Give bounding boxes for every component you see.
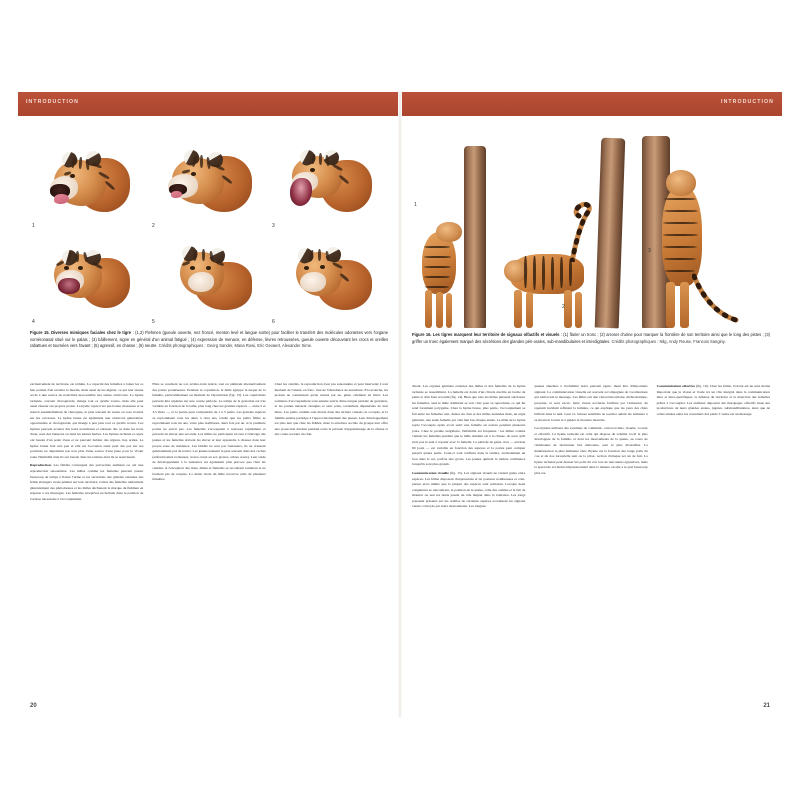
text-column-r3 <box>657 384 770 717</box>
paragraph-text: Les félidés convergent des poivacétus animaux ou ont une reproduction saisonnière. Les mâles comme les femelles peuvent passer beaucoup de temps à flairer l'urine et les sécrétions des glandes cutanées des félins étrangers avant pénétré sur leur territoire. Celles des femelles renferment généralement des phéromones et les mâles déchiarent la marque du flehmen en réponse à ces messages. Les femelles réceptives ne herbent dans la position de l'ordose nécessaire à l'accouplement. <box>30 463 144 501</box>
tiger-head-photo-5 <box>166 246 252 312</box>
photo-number-4: 4 <box>32 319 35 325</box>
paragraph <box>275 382 388 438</box>
tiger-photo-1 <box>418 208 474 328</box>
paragraph <box>152 382 265 483</box>
paragraph-text: (fig. 16). Chez les félins, l'odorat est un sens moins important que la vision et l'ouïe n'a un rôle intégral dans la communication inter et intra-spécifiques, la défense du territoire et la détection des femelles prêtes à l'accoupler. Les animaux déposent des marquages olfactifs issus des productions de leurs glandes anales, jugales, submandibulaires, ainsi que de celles situées entre les coussinets des pieds. L'urine est un message <box>656 384 770 416</box>
photo-number-5: 5 <box>152 319 155 325</box>
text-column-r1 <box>412 384 525 717</box>
figure-16-title: Les tigres marquent leur territoire de signaux olfactifs et visuels <box>432 332 560 337</box>
paragraph <box>30 382 143 460</box>
tiger-tail-down <box>692 270 740 328</box>
photo-cell-4 <box>30 232 148 326</box>
tiger-head-photo-2 <box>166 150 252 216</box>
photo-number-6: 6 <box>272 319 275 325</box>
photo-cell-6 <box>270 232 388 326</box>
photo-cell-5 <box>150 232 268 326</box>
paragraph-lead: Communication olfactive <box>656 384 695 388</box>
figure-15-id: Figure 15. <box>30 330 50 335</box>
tiger-photo-2 <box>504 218 610 328</box>
paragraph-lead: Communication visuelle <box>412 470 449 475</box>
body-columns-left <box>30 382 388 717</box>
tiger-photo-3 <box>652 140 742 328</box>
figure-15-credits: Crédits photographiques : Georg Sander, Mana Rowi, Eric Gevaert, Alexander Sime. <box>158 343 313 349</box>
body-columns-right <box>412 384 770 717</box>
figure-15-photos <box>30 136 388 326</box>
tiger-head-photo-1 <box>46 150 132 216</box>
paragraph-lead: Reproduction. <box>30 463 52 468</box>
paragraph-text: exclusivement de territoire, est réduite. La capacité des femelles à loiner les os leur permet d'en extraire la moelle, mais aussi de les digérer, ce qui leur donne accès à une source de nourriture inaccessible aux autres carnivores. La hyène tachetée, couvent charognarde, mange tout ce qu'elle trouve, mais elle peut aussi chasser ses propres proies. La hyène rayée n'est pas bonne chasseuse et se nourrit essentiellement de charognes, le plus souvent de restes ou ossa trouvés sur les carcasses. La hyène brune est également une carnivore généraliste, opportuniste et charognarde, qui mange à peu près tout ce qu'elle trouve. Les hyènes peuvent écouler des leurs nourritures et entasser des os dans les trous d'eau, sous des buissons ou dans les hautes herbes. Les hyènes tachetée et rayée ont besoin d'un point d'eau et ne peuvent habiter des régions trop arides. La hyène brune boit très peu et elle est l'occasion aussi peut des pas sur ses positions ne dépendant pas non plus d'une source d'eau juste pour le vivant toute l'humidité dont ils ont besoin dans les tarières dont ils se nourrissent. <box>30 382 144 459</box>
paragraph-text: queues annelées à l'extrémité noire peuvent égale- ment être d'importants signaux. La communication visuelle est souvent accompagnée de vocalisations qui renforcent le message. Les félins ont une vision binoculaire, dichromatique, perçante, et sont excel- lente vision nocturne facilitée par l'existence du tapetum lucidum reflétant la lumière, ce qui explique que les yeux des chats brillent dans la nuit. Leur vi- brisses sensibles au toucher aident les animaux à se mouvoir la nuit et à guider la morsure mortelle. <box>534 384 648 422</box>
running-head-band-left <box>18 92 400 116</box>
paragraph-text: Elles se couchent au sol, arrière-train relevé, tout en piétinant alternativement des pattes postérieures. Pendant la copulation, le mâle agrippe la nuque de la femelle, particulièrement au moment de l'éjaculation (fig. 13). Les copulations peuvent être répétées sur une courte période. Le temps de la gestation est très variable en fonction de la taille, plus long chez les grandes espèces — entre 2 et 3,5 mois —, et la portée peut comprendre de 1 à 5 petits. Les grandes espèces se reproduisent tous les deux à cinq ans, tandis que les petits félins se reproduisent tous les ans, voire plus nombreux, deux fois par an, si la première portée ne survit pas. Les femelles s'accouplent à nouveau rapidement et peuvent en élever une seconde. Les mâles ne participent en rien à l'élevage des jeunes et les femelles doivent les élever et leur apprendre à chasser dans leur propre zone de résidence. Les félidés ne sont pas fouisseurs, ils ne creusent généralement pas de terrier. Les jeunes naissent le plus souvent dans des caches (anfractuosités rocheuses, troncs creux au sol, grottes, arbres creux). Leur stade de développement à la naissance est également plus précoce que chez les canidés. À l'exception des lions, mâles et femelles se recontrent rarement et ne forment pas de couples. La durée vitale du mâle recouvre celle de plusieurs femelles. <box>152 382 266 482</box>
tiger-tail-raised <box>566 200 600 262</box>
paragraph <box>412 471 525 510</box>
paragraph <box>534 426 647 476</box>
figure-16-credits: Crédits photographiques : Nilg, Andy Rouse, Francois Sanginy. <box>611 338 726 344</box>
paragraph <box>412 384 525 468</box>
figure-15-caption <box>30 330 388 350</box>
photo-number-r3: 3 <box>648 248 651 254</box>
photo-cell-1 <box>30 136 148 230</box>
figure-16-photos <box>412 132 770 328</box>
paragraph <box>534 384 647 423</box>
paragraph-text: Les hyènes utilisent des systèmes de communi- cation tactiles, visuels, vocaux et olfactifs. La hyène tachetée est celle qui dispose du schéma vocal le plus développée de la famille, et dont les mouvements de la queue, au cours de cérémonies de bienvenue très élaborées, sont le plus diversifiés. La manifestation la plus éminente chez l'hyène est la fonction des longs poils du cou et du dos lorsqu'elle sent ou la piloé- rection d'attaque ser un de fuir. La hyène tachetée peut dresser les poils du cou lors de rencontres agressives, mais la spectacle est moins impressionnant dans la mesure où elle a le poil beaucoup plus ras. <box>534 426 648 475</box>
photo-cell-2 <box>150 136 268 230</box>
photo-grid-left <box>30 136 388 326</box>
folio-left: 20 <box>30 703 37 709</box>
running-head-right: INTRODUCTION <box>721 99 774 105</box>
running-head-band-right <box>400 92 782 116</box>
spread-gutter <box>398 92 402 717</box>
tiger-head-photo-4 <box>46 246 132 312</box>
paragraph-text: Chez les canidés, la reproduction n'est pas saisonnière et peut intervenir à tout moment de l'année, en fonc- tion de l'abondance de nourriture. En revanche, les protées ne connaissent qu'un œstrus par an, géné- ralement en hiver. Les solitaires d'accouplement sont ensuite suivis d'une longue période de gestation, et les jeunes naissent aveugles et sans poils, totalement dépendants de leur mère. Les petits canidés sont élevés dans des terriers creusés ou occupés, et la famille entière participe à l'approvisionnement des jeunes. Leur développement est plus lent que chez les félidés, mais la structure sociale du groupe leur offre une protection durable pendant toute la période d'apprentissage de la chasse et des codes sociaux du clan. <box>274 382 388 437</box>
paragraph <box>30 463 143 502</box>
figure-16-body: : (1) flairer un tronc ; (2) arroser d'urine pour marquer la frontière de son territoire ainsi que le long des pistes ; (3) griffer un tronc également marqué des sécrétions des glandes péri-orales, sub-mandibulaires et interdigitales. <box>412 332 770 344</box>
figure-15-body: : (1,2) Flehmen (gueule ouverte, nez froncé, menton levé et langue sortie) pour faciliter le transfert des molécules odorantes vers l'organe voméronasal situé sur le palais ; (3) bâillement, signe en général d'un animal fatigué ; (4) expression de menace, en défense, lèvres retroussées, gueule ouverte découvrant les crocs et oreilles rabattues et tournées vers l'avant ; (5) agressif, en chasse ; (6) neutre. <box>30 330 389 349</box>
photo-number-3: 3 <box>272 223 275 229</box>
figure-16-caption <box>412 332 770 345</box>
folio-right: 21 <box>763 703 770 709</box>
text-column-l3 <box>275 382 388 717</box>
figure-16-id: Figure 16. <box>412 332 432 337</box>
text-column-r2 <box>534 384 647 717</box>
photo-scene-right <box>412 132 770 328</box>
page-left <box>18 92 400 717</box>
paragraph-text: diront. Les organes génitaux externes des mâles et des femelles de la hyène tachetée se ressemblent. La femelle est dotée d'un clitoris érectile en forme de pénis et d'un faux scrotum (fig. 14). Bien que tous les mâles puissent surclasser les femelles, seul le mâle dominant se voit citer pour se reproduire, ce qui lui rend fortement polygame. Chez la hyène brune, plus petite, l'accouplement se fait entre les femelles rési- dentes du clan et des mâles nomades mais, en règle générale, une seule femelle par clan met bas chaque année. Le mâle de la hyène rayée l'accouple après avoir suivi une femelle en œstrus pendant plusieurs jours. Chez le protèle strigidaire, l'infidélité est fréquente : les mâles voisins visitent les femelles pendant que le mâle résident est à la chasse, de sorte qu'il n'est pas le seul à copuler avec la femelle. La période de gesta- tion — environ 90 jours — est variable en fonction des espèces et la portée peut compter jusqu'à quatre petits. Ceux-ci sont confinés dans la tanière, normalement un trou dans le sol, parfois une grotte. Les jeunes quittent la tanière commence lorsqu'ils sont plus grands. <box>412 384 526 467</box>
paragraph <box>657 384 770 418</box>
photo-number-r2: 2 <box>562 304 565 310</box>
running-head-left: INTRODUCTION <box>26 99 79 105</box>
tiger-head-photo-6 <box>286 246 372 312</box>
tiger-head-photo-3 <box>286 150 372 216</box>
photo-cell-3 <box>270 136 388 230</box>
page-right <box>400 92 782 717</box>
text-column-l1 <box>30 382 143 717</box>
photo-number-r1: 1 <box>414 202 417 208</box>
figure-15-title: Diverses mimiques faciales chez le tigre <box>51 330 132 335</box>
photo-number-2: 2 <box>152 223 155 229</box>
photo-number-1: 1 <box>32 223 35 229</box>
paragraph-text: (fig. 15). Les signaux visuels ne varient guère entre espèces. Les félins disposent d'expressions et de postures nombreuses et com- plexes alors même que la plupart des espèces sont solitaires. Lorsque deux congénères se rencontrent, la position de la queue, celle des oreilles et le fait de montrer ou non les dents jouent un rôle majeur dans la tolérance. Les longs poussent présents sur les oreilles de certaines espèces accentuent les signaux visuel convoyés par leurs mouvements. Les longues <box>412 470 526 509</box>
text-column-l2 <box>152 382 265 717</box>
